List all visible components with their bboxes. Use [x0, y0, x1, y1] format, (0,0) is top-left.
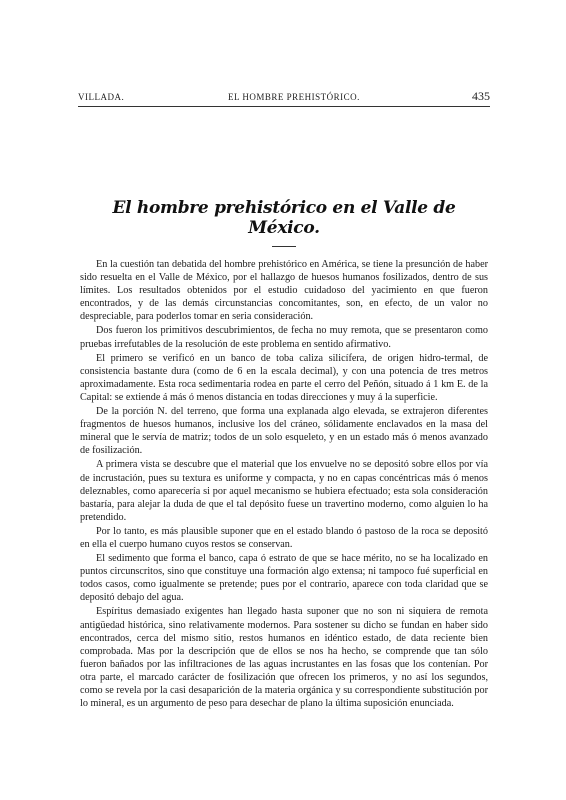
running-head-title: EL HOMBRE PREHISTÓRICO.	[228, 92, 360, 102]
paragraph: Dos fueron los primitivos descubrimientos, de fecha no muy remota, que se presentaron como pruebas irrefutables de la resolución de este problema en sentido afirmativo.	[80, 325, 488, 350]
title-divider	[272, 246, 296, 247]
article-title: El hombre prehistórico en el Valle de México.	[112, 198, 456, 238]
page-number: 435	[472, 89, 490, 103]
article-body	[80, 257, 488, 710]
header-rule	[78, 106, 490, 107]
paragraph: Por lo tanto, es más plausible suponer que en el estado blando ó pastoso de la roca se depositó en ella el cuerpo humano cuyos restos se conservan.	[80, 525, 488, 550]
paragraph: El sedimento que forma el banco, capa ó estrato de que se hace mérito, no se ha localizado en puntos circunscritos, sino que constituye una formación algo extensa; ni tampoco fué superficial en todos casos, como igualmente se pretende; pues por el contrario, aparece con toda claridad que se depositó debajo del agua.	[80, 553, 488, 604]
paragraph: De la porción N. del terreno, que forma una explanada algo elevada, se extrajeron diferentes fragmentos de huesos humanos, inclusive los del cráneo, sólidamente enclavados en la masa del mineral que le servía de matriz; todos de un solo esqueleto, y en un estado más ó menos avanzado de fosilización.	[80, 406, 488, 457]
running-head-author: VILLADA.	[78, 92, 125, 102]
paragraph: A primera vista se descubre que el material que los envuelve no se depositó sobre ellos por vía de incrustación, pues su textura es uniforme y compacta, y no en capas concéntricas más ó menos deleznables, como aparecería si por aquel mecanismo se hubiera efectuado; esta sola consideración bastaría, para alejar la duda de que el tal depósito fuese un travertino moderno, como alguien lo ha pretendido.	[80, 459, 488, 523]
paragraph: En la cuestión tan debatida del hombre prehistórico en América, se tiene la presunción de haber sido resuelta en el Valle de México, por el hallazgo de huesos humanos fosilizados, dentro de sus límites. Los resultados obtenidos por el estudio cuidadoso del yacimiento en que fueron encontrados, y de las demás circunstancias concomitantes, son, en efecto, de un valor no despreciable, para poderlos tomar en seria consideración.	[80, 259, 488, 323]
paragraph: El primero se verificó en un banco de toba caliza silicífera, de origen hidro-termal, de consistencia bastante dura (como de 6 en la escala decimal), y con una potencia de tres metros aproximadamente. Esta roca sedimentaria rodea en parte el cerro del Peñón, situado á 1 km E. de la Capital: se extiende á más ó menos distancia en todas direcciones y muy á la superficie.	[80, 352, 488, 403]
paragraph: Espíritus demasiado exigentes han llegado hasta suponer que no son ni siquiera de remota antigüedad histórica, sino relativamente modernos. Para sostener su dicho se fundan en haber sido encontrados, cerca del mismo sitio, restos humanos en idéntico estado, de data reciente bien comprobada. Mas por la descripción que de ellos se nos ha hecho, se comprende que tan sólo fueron bañados por las infiltraciones de las aguas incrustantes en las fosas que los contenían. Por otra parte, el marcado carácter de fosilización que ofrecen los primeros, y no así los segundos, como se revela por la casi desaparición de la materia orgánica y su correspondiente substitución por lo mineral, es un argumento de peso para desechar de plano la última suposición enunciada.	[80, 606, 488, 710]
running-head	[78, 90, 490, 104]
